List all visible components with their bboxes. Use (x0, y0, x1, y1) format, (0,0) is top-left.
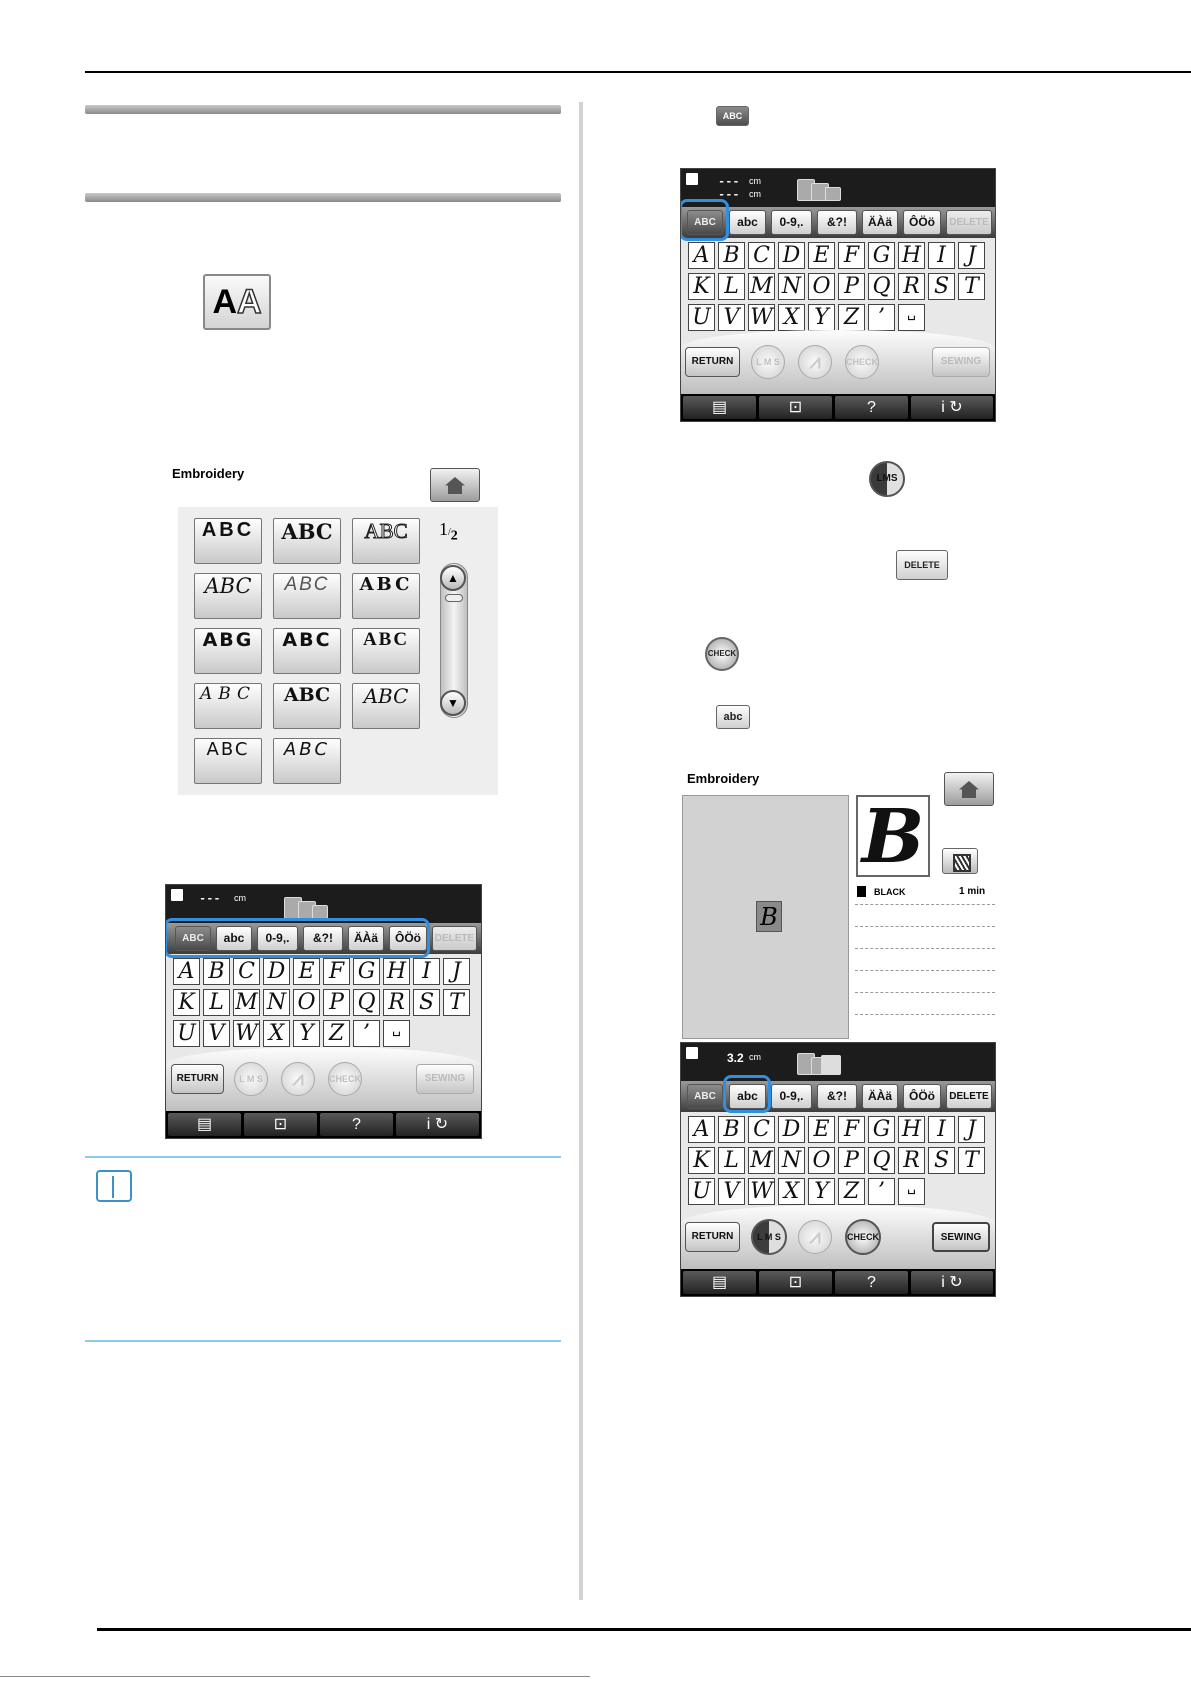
key-c[interactable]: C (748, 1116, 775, 1143)
height-value: --- (199, 892, 221, 906)
key-y[interactable]: Y (808, 304, 835, 331)
key-p[interactable]: P (838, 1147, 865, 1174)
lms-button[interactable]: L M S (234, 1062, 268, 1096)
key-o[interactable]: O (808, 273, 835, 300)
key-g[interactable]: G (868, 1116, 895, 1143)
help-button[interactable]: ? (835, 396, 908, 419)
scroll-up-arrow-icon[interactable]: ▲ (440, 565, 466, 591)
header-rule (85, 71, 1191, 73)
lms-key-icon[interactable]: LMS (869, 461, 905, 497)
key-q[interactable]: Q (353, 989, 380, 1016)
tab-accents-a[interactable]: ÄÀä (862, 210, 898, 235)
footer-thin-rule (0, 1676, 590, 1677)
key-c[interactable]: C (233, 958, 260, 985)
font-selection-panel (178, 507, 498, 795)
key-d[interactable]: D (778, 1116, 805, 1143)
key-apostrophe[interactable]: ’ (868, 304, 895, 331)
key-i[interactable]: I (413, 958, 440, 985)
sewing-button[interactable]: SEWING (932, 1222, 990, 1252)
home-icon[interactable] (944, 772, 994, 806)
sewing-button[interactable]: SEWING (932, 347, 990, 377)
key-b[interactable]: B (718, 1116, 745, 1143)
memo-top-line (85, 1156, 561, 1158)
font-button-13[interactable]: ABC (194, 738, 262, 784)
key-g[interactable]: G (868, 242, 895, 269)
key-s[interactable]: S (928, 1147, 955, 1174)
font-button-2[interactable]: ABC (273, 518, 341, 564)
key-r[interactable]: R (898, 1147, 925, 1174)
font-button-12[interactable]: ABC (352, 683, 420, 729)
tab-highlight-frame (723, 1075, 771, 1113)
key-k[interactable]: K (173, 989, 200, 1016)
key-v[interactable]: V (718, 1178, 745, 1205)
keyboard-screen-edit (680, 1042, 996, 1297)
info-label: i (941, 1274, 945, 1291)
list-divider (855, 1014, 995, 1015)
info-label: i (941, 399, 945, 416)
key-e[interactable]: E (808, 242, 835, 269)
key-p[interactable]: P (323, 989, 350, 1016)
key-m[interactable]: M (748, 273, 775, 300)
tab-lowercase[interactable]: abc (729, 1084, 766, 1109)
key-i[interactable]: I (928, 242, 955, 269)
info-label: i (426, 1116, 431, 1133)
key-n[interactable]: N (778, 1147, 805, 1174)
tab-lowercase[interactable]: abc (729, 210, 766, 235)
key-u[interactable]: U (173, 1020, 200, 1047)
delete-button[interactable]: DELETE (946, 210, 992, 235)
page-indicator: $1/_2$ (439, 519, 458, 544)
font-button-1[interactable]: ABC (194, 518, 262, 564)
tab-uppercase[interactable]: ABC (687, 1084, 723, 1109)
font-button-6[interactable]: ABC (352, 573, 420, 619)
check-button[interactable]: CHECK (845, 1219, 881, 1255)
key-i[interactable]: I (928, 1116, 955, 1143)
settings-icon[interactable]: i ↻ (396, 1113, 479, 1136)
tab-symbols[interactable]: &?! (303, 926, 343, 951)
return-button[interactable]: RETURN (685, 1222, 740, 1252)
key-x[interactable]: X (778, 1178, 805, 1205)
key-space[interactable]: ␣ (898, 304, 925, 331)
return-button[interactable]: RETURN (685, 347, 740, 377)
key-e[interactable]: E (808, 1116, 835, 1143)
key-a[interactable]: A (688, 242, 715, 269)
scroll-thumb[interactable] (445, 594, 463, 602)
delete-button[interactable]: DELETE (432, 926, 477, 951)
sewing-button[interactable]: SEWING (416, 1064, 474, 1094)
height-value: --- (718, 175, 740, 189)
lowercase-key-icon[interactable]: abc (716, 705, 750, 729)
font-screen-title: Embroidery (172, 466, 245, 481)
control-area (681, 330, 995, 396)
tab-numbers[interactable]: 0-9,. (257, 926, 298, 951)
tab-symbols[interactable]: &?! (817, 1084, 857, 1109)
mirror-icon[interactable]: ⩘ (798, 1220, 832, 1254)
scroll-down-arrow-icon[interactable]: ▼ (440, 690, 466, 716)
key-z[interactable]: Z (838, 304, 865, 331)
key-apostrophe[interactable]: ’ (353, 1020, 380, 1047)
large-letter-preview: B (856, 795, 930, 877)
key-d[interactable]: D (778, 242, 805, 269)
key-v[interactable]: V (203, 1020, 230, 1047)
key-h[interactable]: H (383, 958, 410, 985)
check-button[interactable]: CHECK (328, 1062, 362, 1096)
tab-accents-o[interactable]: ÔÖö (389, 926, 427, 951)
size-icon (686, 1047, 698, 1059)
key-space[interactable]: ␣ (898, 1178, 925, 1205)
tab-accents-o[interactable]: ÔÖö (903, 210, 941, 235)
key-d[interactable]: D (263, 958, 290, 985)
page-icon[interactable]: ▤ (683, 1271, 756, 1294)
key-n[interactable]: N (778, 273, 805, 300)
key-k[interactable]: K (688, 273, 715, 300)
mirror-icon[interactable]: ⩘ (281, 1062, 315, 1096)
lms-button[interactable]: L M S (751, 1219, 787, 1255)
key-b[interactable]: B (718, 242, 745, 269)
key-apostrophe[interactable]: ’ (868, 1178, 895, 1205)
key-o[interactable]: O (808, 1147, 835, 1174)
thread-list (855, 884, 995, 1039)
key-l[interactable]: L (203, 989, 230, 1016)
font-button-9[interactable]: ABC (352, 628, 420, 674)
list-divider (855, 992, 995, 993)
list-divider (855, 970, 995, 971)
help-button[interactable]: ? (835, 1271, 908, 1294)
height-unit: cm (234, 893, 246, 903)
page-icon[interactable]: ▤ (683, 396, 756, 419)
key-j[interactable]: J (958, 242, 985, 269)
memo-bottom-line (85, 1340, 561, 1342)
footer-bar (166, 1111, 481, 1138)
footer-rule (97, 1628, 1191, 1631)
keyboard-screen-left (165, 884, 482, 1139)
key-space[interactable]: ␣ (383, 1020, 410, 1047)
list-divider (855, 904, 995, 905)
font-button-7[interactable]: ABG (194, 628, 262, 674)
list-divider (855, 926, 995, 927)
key-w[interactable]: W (233, 1020, 260, 1047)
key-x[interactable]: X (778, 304, 805, 331)
key-c[interactable]: C (748, 242, 775, 269)
key-j[interactable]: J (443, 958, 470, 985)
key-f[interactable]: F (838, 242, 865, 269)
sewing-time: 1 min (959, 886, 986, 897)
key-a[interactable]: A (688, 1116, 715, 1143)
delete-key-icon[interactable]: DELETE (896, 550, 948, 580)
key-g[interactable]: G (353, 958, 380, 985)
mirror-icon[interactable]: ⩘ (798, 345, 832, 379)
key-j[interactable]: J (958, 1116, 985, 1143)
key-p[interactable]: P (838, 273, 865, 300)
tab-numbers[interactable]: 0-9,. (771, 1084, 812, 1109)
size-icon (686, 173, 698, 185)
help-button[interactable]: ? (320, 1113, 393, 1136)
stitch-density-icon[interactable] (942, 848, 978, 874)
font-button-4[interactable]: ABC (194, 573, 262, 619)
key-s[interactable]: S (413, 989, 440, 1016)
machine-icon[interactable]: ⊡ (759, 1271, 832, 1294)
tab-accents-a[interactable]: ÄÀä (862, 1084, 898, 1109)
control-area (681, 1205, 995, 1271)
key-x[interactable]: X (263, 1020, 290, 1047)
control-area (166, 1047, 481, 1113)
key-t[interactable]: T (958, 273, 985, 300)
key-l[interactable]: L (718, 273, 745, 300)
preview-letter: B (756, 901, 782, 932)
section-bar-top (85, 105, 561, 114)
tab-lowercase[interactable]: abc (216, 926, 252, 951)
width-unit: cm (749, 189, 761, 199)
check-button[interactable]: CHECK (845, 345, 879, 379)
uppercase-key-icon[interactable]: ABC (716, 106, 749, 126)
footer-bar (681, 394, 995, 421)
key-b[interactable]: B (203, 958, 230, 985)
size-icon (171, 889, 183, 901)
height-unit: cm (749, 1052, 761, 1062)
key-e[interactable]: E (293, 958, 320, 985)
key-u[interactable]: U (688, 1178, 715, 1205)
edit-screen-title: Embroidery (687, 771, 760, 786)
key-l[interactable]: L (718, 1147, 745, 1174)
machine-icon[interactable]: ⊡ (244, 1113, 317, 1136)
key-h[interactable]: H (898, 242, 925, 269)
key-k[interactable]: K (688, 1147, 715, 1174)
key-r[interactable]: R (898, 273, 925, 300)
scrollbar[interactable] (440, 563, 468, 718)
tab-accents-o[interactable]: ÔÖö (903, 1084, 941, 1109)
font-button-8[interactable]: ABC (273, 628, 341, 674)
font-button-11[interactable]: ABC (273, 683, 341, 729)
key-n[interactable]: N (263, 989, 290, 1016)
home-icon[interactable] (430, 468, 480, 502)
tab-numbers[interactable]: 0-9,. (771, 210, 812, 235)
key-s[interactable]: S (928, 273, 955, 300)
column-separator (579, 102, 583, 1600)
key-f[interactable]: F (323, 958, 350, 985)
check-key-icon[interactable]: CHECK (705, 637, 739, 671)
page-icon[interactable]: ▤ (168, 1113, 241, 1136)
status-bar (681, 169, 995, 207)
tab-uppercase[interactable]: ABC (175, 926, 211, 951)
character-pattern-key[interactable]: AA (203, 274, 271, 330)
key-q[interactable]: Q (868, 273, 895, 300)
frame-icon (797, 1051, 843, 1075)
lms-button[interactable]: L M S (751, 345, 785, 379)
tab-highlight-frame (165, 918, 430, 958)
key-r[interactable]: R (383, 989, 410, 1016)
tab-accents-a[interactable]: ÄÀä (348, 926, 384, 951)
footer-bar (681, 1269, 995, 1296)
key-w[interactable]: W (748, 1178, 775, 1205)
key-u[interactable]: U (688, 304, 715, 331)
font-button-5[interactable]: ABC (273, 573, 341, 619)
font-button-14[interactable]: ABC (273, 738, 341, 784)
key-f[interactable]: F (838, 1116, 865, 1143)
list-divider (855, 948, 995, 949)
key-v[interactable]: V (718, 304, 745, 331)
tab-uppercase[interactable]: ABC (687, 210, 723, 235)
section-bar-bottom (85, 193, 561, 202)
height-unit: cm (749, 176, 761, 186)
tab-highlight-frame (680, 199, 729, 241)
height-value: 3.2 (727, 1051, 744, 1065)
frame-icon (284, 895, 330, 919)
key-w[interactable]: W (748, 304, 775, 331)
key-m[interactable]: M (233, 989, 260, 1016)
machine-icon[interactable]: ⊡ (759, 396, 832, 419)
settings-icon[interactable]: i ↻ (911, 396, 993, 419)
key-t[interactable]: T (958, 1147, 985, 1174)
frame-icon (797, 177, 843, 201)
thread-color-name: BLACK (874, 887, 906, 897)
memo-pencil-icon (96, 1170, 132, 1202)
key-q[interactable]: Q (868, 1147, 895, 1174)
key-h[interactable]: H (898, 1116, 925, 1143)
tab-symbols[interactable]: &?! (817, 210, 857, 235)
width-value: --- (718, 188, 740, 202)
key-y[interactable]: Y (808, 1178, 835, 1205)
font-button-10[interactable]: ABC (194, 683, 262, 729)
key-m[interactable]: M (748, 1147, 775, 1174)
font-button-3[interactable]: ABC (352, 518, 420, 564)
key-z[interactable]: Z (838, 1178, 865, 1205)
delete-button[interactable]: DELETE (946, 1084, 992, 1109)
key-y[interactable]: Y (293, 1020, 320, 1047)
key-a[interactable]: A (173, 958, 200, 985)
settings-icon[interactable]: i ↻ (911, 1271, 993, 1294)
key-t[interactable]: T (443, 989, 470, 1016)
keyboard-screen-right (680, 168, 996, 422)
key-z[interactable]: Z (323, 1020, 350, 1047)
key-o[interactable]: O (293, 989, 320, 1016)
return-button[interactable]: RETURN (171, 1064, 224, 1094)
